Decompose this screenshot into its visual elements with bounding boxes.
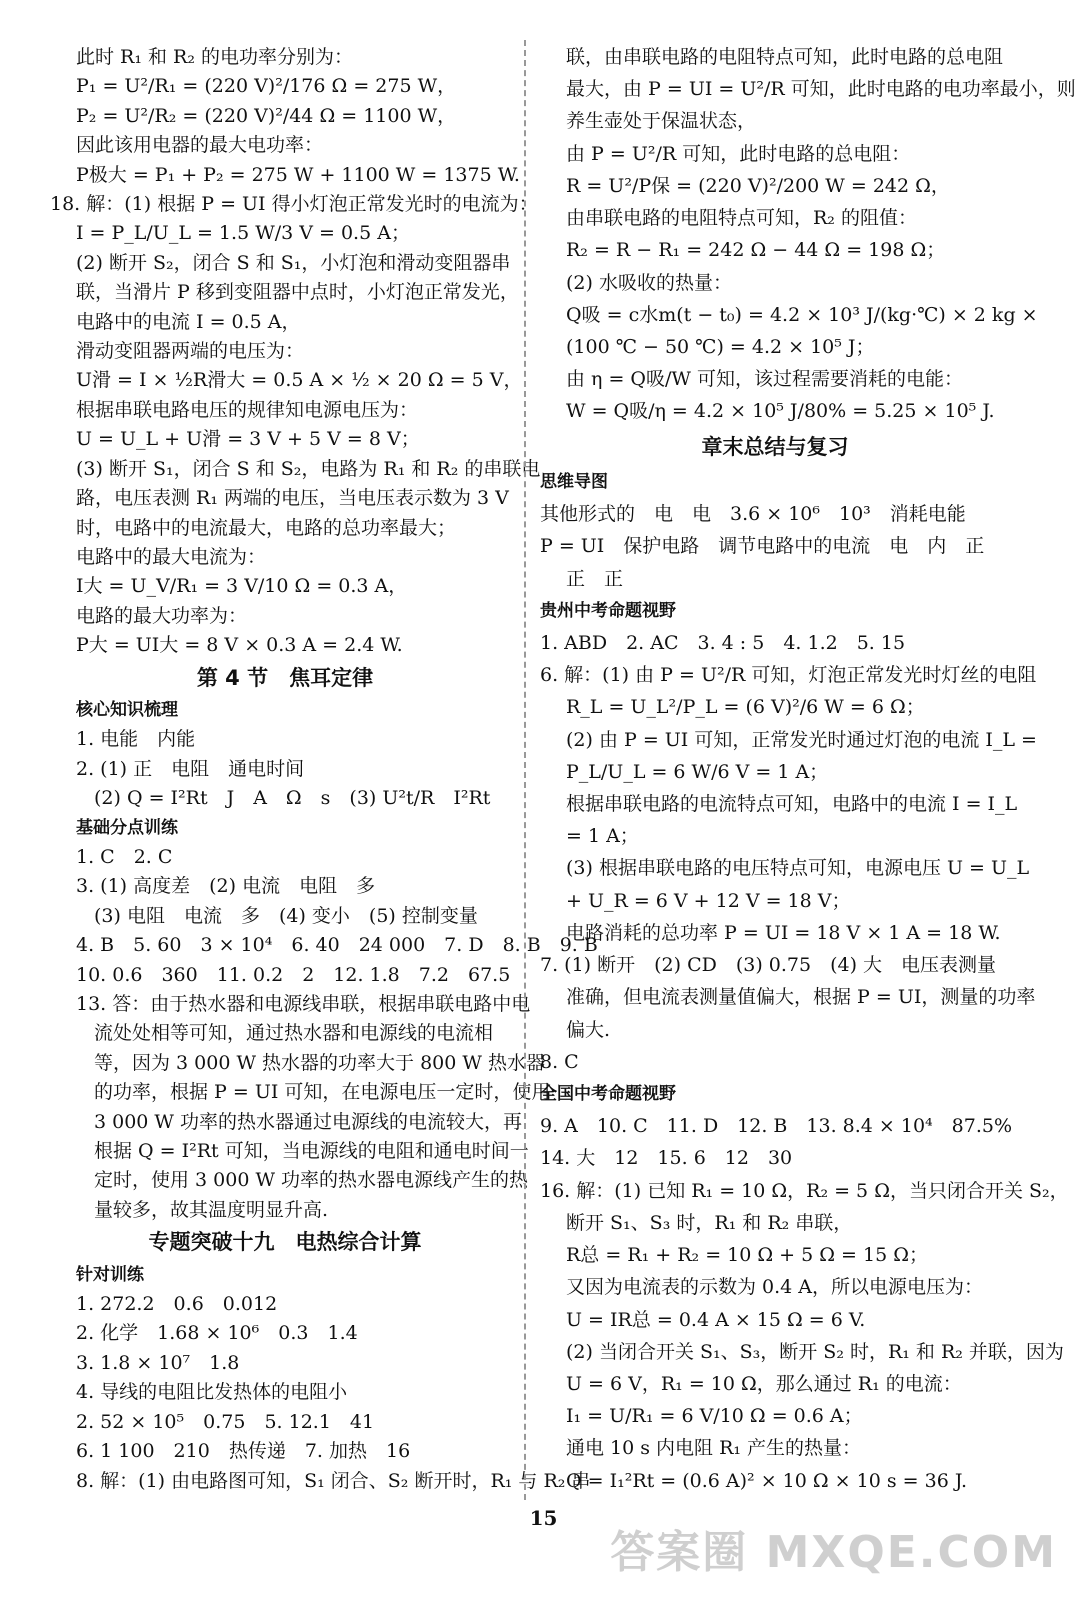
text-line: 6. 1 100 210 热传递 7. 加热 16: [76, 1440, 411, 1463]
text-line: 18. 解：(1) 根据 P = UI 得小灯泡正常发光时的电流为：: [50, 193, 538, 216]
text-line: 根据串联电路的电流特点可知，电路中的电流 I = I_L: [566, 793, 1018, 816]
text-line: 滑动变阻器两端的电压为：: [76, 340, 305, 363]
text-line: 根据串联电路电压的规律知电源电压为：: [76, 398, 419, 421]
text-line: 8. 解：(1) 由电路图可知，S₁ 闭合、S₂ 断开时，R₁ 与 R₂ 串: [76, 1469, 591, 1492]
text-line: 由 η = Q吸/W 可知，该过程需要消耗的电能：: [566, 368, 963, 391]
text-line: 其他形式的 电 电 3.6 × 10⁶ 10³ 消耗电能: [540, 503, 966, 526]
text-line: 养生壶处于保温状态，: [566, 110, 757, 133]
section-heading: 针对训练: [76, 1264, 144, 1285]
text-line: 2. (1) 正 电阻 通电时间: [76, 757, 305, 780]
text-line: 2. 化学 1.68 × 10⁶ 0.3 1.4: [76, 1322, 358, 1345]
text-line: (2) 当闭合开关 S₁、S₃，断开 S₂ 时，R₁ 和 R₂ 并联，因为: [566, 1340, 1064, 1363]
text-line: (100 ℃ − 50 ℃) = 4.2 × 10⁵ J；: [566, 335, 875, 358]
text-line: P大 = UI大 = 8 V × 0.3 A = 2.4 W.: [76, 634, 403, 657]
section-heading: 核心知识梳理: [76, 699, 178, 720]
text-line: I大 = U_V/R₁ = 3 V/10 Ω = 0.3 A，: [76, 575, 408, 598]
text-line: U = U_L + U滑 = 3 V + 5 V = 8 V；: [76, 428, 420, 451]
text-line: 又因为电流表的示数为 0.4 A，所以电源电压为：: [566, 1276, 984, 1299]
text-line: R₂ = R − R₁ = 242 Ω − 44 Ω = 198 Ω；: [566, 239, 946, 262]
text-line: = 1 A；: [566, 825, 639, 848]
text-line: I₁ = U/R₁ = 6 V/10 Ω = 0.6 A；: [566, 1405, 863, 1428]
text-line: Q = I₁²Rt = (0.6 A)² × 10 Ω × 10 s = 36 J.: [566, 1469, 968, 1492]
text-line: 联，当滑片 P 移到变阻器中点时，小灯泡正常发光，: [76, 281, 519, 304]
text-line: P极大 = P₁ + P₂ = 275 W + 1100 W = 1375 W.: [76, 163, 520, 186]
text-line: 偏大.: [566, 1018, 611, 1041]
section-heading: 全国中考命题视野: [540, 1084, 676, 1104]
text-line: 此时 R₁ 和 R₂ 的电功率分别为：: [76, 46, 354, 68]
text-line: 通电 10 s 内电阻 R₁ 产生的热量：: [566, 1437, 862, 1460]
text-line: (2) Q = I²Rt J A Ω s (3) U²t/R I²Rt: [94, 787, 491, 810]
text-line: 16. 解：(1) 已知 R₁ = 10 Ω，R₂ = 5 Ω，当只闭合开关 S₂，: [540, 1179, 1069, 1202]
text-line: P_L/U_L = 6 W/6 V = 1 A；: [566, 760, 829, 783]
text-line: U = IR总 = 0.4 A × 15 Ω = 6 V.: [566, 1308, 866, 1331]
text-line: R_L = U_L²/P_L = (6 V)²/6 W = 6 Ω；: [566, 696, 925, 719]
text-line: 电路中的最大电流为：: [76, 545, 267, 568]
text-line: 6. 解：(1) 由 P = U²/R 可知，灯泡正常发光时灯丝的电阻: [540, 664, 1037, 687]
text-line: P = UI 保护电路 调节电路中的电流 电 内 正: [540, 535, 985, 558]
text-line: 1. 272.2 0.6 0.012: [76, 1293, 278, 1316]
section-heading: 思维导图: [540, 471, 608, 492]
text-line: (3) 根据串联电路的电压特点可知，电源电压 U = U_L: [566, 857, 1030, 880]
text-line: 1. 电能 内能: [76, 728, 196, 751]
text-line: 8. C: [540, 1050, 579, 1073]
text-line: 3 000 W 功率的热水器通过电源线的电流较大，再: [94, 1110, 523, 1133]
page-number: 15: [529, 1506, 558, 1530]
text-line: (2) 断开 S₂，闭合 S 和 S₁，小灯泡和滑动变阻器串: [76, 251, 511, 274]
text-line: 等，因为 3 000 W 热水器的功率大于 800 W 热水器: [94, 1051, 545, 1074]
text-line: Q吸 = c水m(t − t₀) = 4.2 × 10³ J/(kg·℃) × 2 kg ×: [566, 303, 1038, 326]
text-line: 电路中的电流 I = 0.5 A，: [76, 310, 301, 333]
text-line: I = P_L/U_L = 1.5 W/3 V = 0.5 A；: [76, 222, 410, 245]
column-divider: [524, 40, 526, 1500]
text-line: 4. 导线的电阻比发热体的电阻小: [76, 1381, 348, 1404]
text-line: 断开 S₁、S₃ 时，R₁ 和 R₂ 串联，: [566, 1211, 853, 1234]
text-line: 7. (1) 断开 (2) CD (3) 0.75 (4) 大 电压表测量: [540, 954, 997, 977]
text-line: P₁ = U²/R₁ = (220 V)²/176 Ω = 275 W，: [76, 75, 457, 98]
text-line: 最大，由 P = UI = U²/R 可知，此时电路的电功率最小，则: [566, 78, 1076, 101]
text-line: 3. (1) 高度差 (2) 电流 电阻 多: [76, 875, 376, 898]
text-line: 2. 52 × 10⁵ 0.75 5. 12.1 41: [76, 1410, 375, 1433]
right-column: [540, 44, 1076, 1494]
text-line: 由 P = U²/R 可知，此时电路的总电阻：: [566, 142, 911, 165]
text-line: 1. C 2. C: [76, 845, 173, 868]
text-line: 量较多，故其温度明显升高.: [94, 1198, 329, 1221]
text-line: 根据 Q = I²Rt 可知，当电源线的电阻和通电时间一: [94, 1140, 529, 1163]
text-line: R总 = R₁ + R₂ = 10 Ω + 5 Ω = 15 Ω；: [566, 1244, 928, 1267]
text-line: U滑 = I × ½R滑大 = 0.5 A × ½ × 20 Ω = 5 V，: [76, 369, 523, 392]
text-line: U = 6 V，R₁ = 10 Ω，那么通过 R₁ 的电流：: [566, 1372, 962, 1395]
watermark-logo: 答案圈 MXQE.COM: [610, 1527, 1057, 1578]
text-line: R = U²/P保 = (220 V)²/200 W = 242 Ω，: [566, 174, 950, 197]
text-line: 因此该用电器的最大电功率：: [76, 134, 324, 157]
text-line: (3) 电阻 电流 多 (4) 变小 (5) 控制变量: [94, 904, 478, 927]
text-line: 电路的最大功率为：: [76, 604, 248, 627]
text-line: 路，电压表测 R₁ 两端的电压，当电压表示数为 3 V: [76, 487, 509, 510]
text-line: 10. 0.6 360 11. 0.2 2 12. 1.8 7.2 67.5: [76, 963, 511, 986]
text-line: 准确，但电流表测量值偏大，根据 P = UI，测量的功率: [566, 986, 1036, 1009]
text-line: 正 正: [566, 567, 624, 590]
text-line: + U_R = 6 V + 12 V = 18 V；: [566, 889, 851, 912]
text-line: 14. 大 12 15. 6 12 30: [540, 1147, 793, 1170]
text-line: 流处处相等可知，通过热水器和电源线的电流相: [94, 1022, 494, 1045]
section-title: 第 4 节 焦耳定律: [196, 665, 374, 690]
text-line: W = Q吸/η = 4.2 × 10⁵ J/80% = 5.25 × 10⁵ J.: [566, 400, 995, 423]
section-heading: 贵州中考命题视野: [540, 600, 676, 621]
text-line: 定时，使用 3 000 W 功率的热水器电源线产生的热: [94, 1169, 529, 1192]
text-line: 1. ABD 2. AC 3. 4 : 5 4. 1.2 5. 15: [540, 631, 906, 654]
text-line: (2) 由 P = UI 可知，正常发光时通过灯泡的电流 I_L =: [566, 728, 1037, 751]
text-line: 3. 1.8 × 10⁷ 1.8: [76, 1351, 240, 1374]
text-line: 联，由串联电路的电阻特点可知，此时电路的总电阻: [566, 46, 1004, 68]
text-line: 4. B 5. 60 3 × 10⁴ 6. 40 24 000 7. D 8. B 9. B: [76, 934, 598, 957]
text-line: 电路消耗的总功率 P = UI = 18 V × 1 A = 18 W.: [566, 921, 1001, 944]
text-line: 的功率，根据 P = UI 可知，在电源电压一定时，使用: [94, 1081, 551, 1104]
text-line: P₂ = U²/R₂ = (220 V)²/44 Ω = 1100 W，: [76, 104, 457, 127]
section-title: 章末总结与复习: [701, 434, 849, 459]
text-line: (3) 断开 S₁，闭合 S 和 S₂，电路为 R₁ 和 R₂ 的串联电: [76, 457, 541, 480]
text-line: 时，电路中的电流最大，电路的总功率最大；: [76, 516, 457, 539]
section-title: 专题突破十九 电热综合计算: [148, 1230, 422, 1255]
text-line: 由串联电路的电阻特点可知，R₂ 的阻值：: [566, 207, 917, 230]
text-line: 13. 答：由于热水器和电源线串联，根据串联电路中电: [76, 993, 531, 1015]
section-heading: 基础分点训练: [76, 817, 178, 838]
text-line: (2) 水吸收的热量：: [566, 271, 732, 294]
text-line: 9. A 10. C 11. D 12. B 13. 8.4 × 10⁴ 87.5%: [540, 1115, 1013, 1138]
